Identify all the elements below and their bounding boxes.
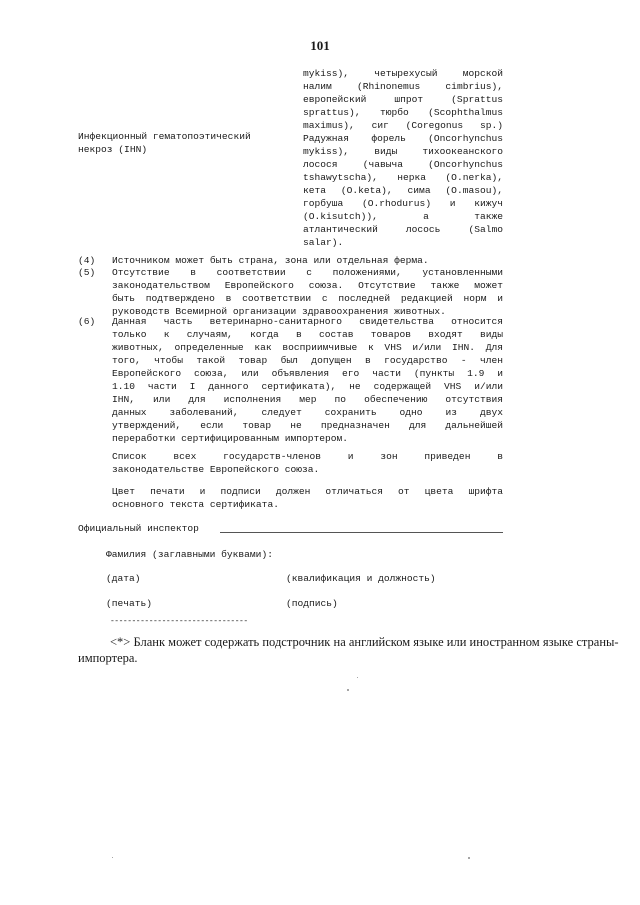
note-line: быть подтверждено в соответствии с последней редакцией норм и xyxy=(112,293,503,304)
page-number: 101 xyxy=(310,38,330,53)
note-number: (6) xyxy=(78,316,96,327)
disease-line: некроз (IHN) xyxy=(78,144,148,155)
footnote-line: импортера. xyxy=(78,651,138,665)
note-line: только к случаям, когда в состав товаров входят виды xyxy=(112,329,503,340)
inspector-label: Официальный инспектор xyxy=(78,523,199,534)
species-line: maximus), сиг (Coregonus sp.) xyxy=(303,120,503,131)
species-line: sprattus), тюрбо (Scophthalmus xyxy=(303,107,503,118)
scan-speck xyxy=(112,857,113,858)
species-line: европейский шпрот (Sprattus xyxy=(303,94,503,105)
surname-label: Фамилия (заглавными буквами): xyxy=(106,549,273,560)
date-label: (дата) xyxy=(106,573,141,584)
note-line: Данная часть ветеринарно-санитарного свидетельства относится xyxy=(112,316,503,327)
note-line: переработки сертифицированным импортером. xyxy=(112,433,349,444)
paragraph-line: законодательстве Европейского союза. xyxy=(112,464,320,475)
stamp-color-paragraph xyxy=(112,485,503,511)
note-line: Источником может быть страна, зона или отдельная ферма. xyxy=(112,255,429,266)
species-line: Радужная форель (Oncorhynchus xyxy=(303,133,503,144)
paragraph-line: Цвет печати и подписи должен отличаться от цвета шрифта xyxy=(112,486,503,497)
signature-label: (подпись) xyxy=(286,598,338,609)
qualification-label: (квалификация и должность) xyxy=(286,573,436,584)
species-line: горбуша (O.rhodurus) и кижуч xyxy=(303,198,503,209)
species-line: лосося (чавыча (Oncorhynchus xyxy=(303,159,503,170)
footnote-separator: -------------------------------- xyxy=(110,617,248,626)
note-line: данных заболеваний, следует сохранить одно из двух xyxy=(112,407,503,418)
species-line: атлантический лосось (Salmo xyxy=(303,224,503,235)
scan-speck xyxy=(357,677,358,678)
species-line: кета (O.keta), сима (O.masou), xyxy=(303,185,503,196)
disease-name xyxy=(78,130,278,156)
disease-line: Инфекционный гематопоэтический xyxy=(78,131,251,142)
footnote-line: <*> Бланк может содержать подстрочник на английском языке или иностранном языке страны- xyxy=(110,635,619,649)
member-states-paragraph xyxy=(112,450,503,476)
scan-speck xyxy=(468,857,470,859)
note-line: законодательством Европейского союза. Отсутствие также может xyxy=(112,280,503,291)
species-line: tshawytscha), нерка (O.nerka), xyxy=(303,172,503,183)
footnote xyxy=(78,634,619,666)
stamp-label: (печать) xyxy=(106,598,153,609)
inspector-signature-line xyxy=(220,532,503,533)
species-line: налим (Rhinonemus cimbrius), xyxy=(303,81,503,92)
note-number: (5) xyxy=(78,267,96,278)
scan-speck xyxy=(347,689,349,691)
note-line: 1.10 части I данного сертификата), не содержащей VHS и/или xyxy=(112,381,503,392)
species-line: salar). xyxy=(303,237,344,248)
note-line: Отсутствие в соответствии с положениями, установленными xyxy=(112,267,503,278)
note-line: утверждений, если товар не предназначен для дальнейшей xyxy=(112,420,503,431)
note-number: (4) xyxy=(78,255,96,266)
paragraph-line: Список всех государств-членов и зон приведен в xyxy=(112,451,503,462)
species-line: mykiss), четырехусый морской xyxy=(303,68,503,79)
species-line: (O.kisutch)), а также xyxy=(303,211,503,222)
note-line: животных, определенные как восприимчивые к VHS и/или IHN. Для xyxy=(112,342,503,353)
note-line: руководств Всемирной организации здравоохранения животных. xyxy=(112,306,446,317)
susceptible-species xyxy=(303,67,503,249)
species-line: mykiss), виды тихоокеанского xyxy=(303,146,503,157)
note-line: Европейского союза, или объявления его части (пункты 1.9 и xyxy=(112,368,503,379)
note-line: IHN, или для исполнения мер по обеспечению отсутствия xyxy=(112,394,503,405)
note-line: того, чтобы такой товар был допущен в государство - член xyxy=(112,355,503,366)
paragraph-line: основного текста сертификата. xyxy=(112,499,279,510)
